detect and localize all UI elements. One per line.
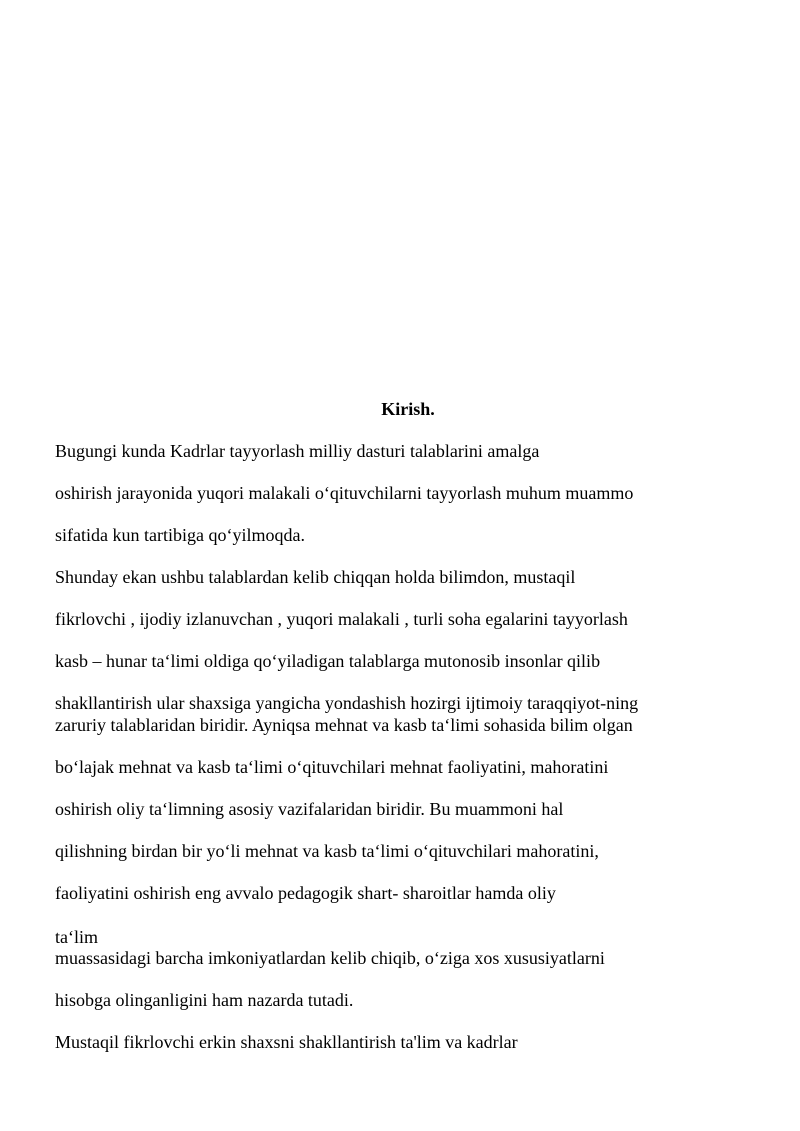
paragraph-line: shakllantirish ular shaxsiga yangicha yondashish hozirgi ijtimoiy taraqqiyot-ning (55, 693, 639, 713)
paragraph-line: muassasidagi barcha imkoniyatlardan kelib chiqib, o‘ziga xos xususiyatlarni (55, 948, 605, 968)
paragraph-line: qilishning birdan bir yo‘li mehnat va kasb ta‘limi o‘qituvchilari mahoratini, (55, 841, 599, 861)
paragraph-line: oshirish jarayonida yuqori malakali o‘qituvchilarni tayyorlash muhum muammo (55, 483, 634, 503)
paragraph-line: Mustaqil fikrlovchi erkin shaxsni shakllantirish ta'lim va kadrlar (55, 1032, 518, 1052)
paragraph-line: hisobga olinganligini ham nazarda tutadi. (55, 990, 354, 1010)
paragraph-line: oshirish oliy ta‘limning asosiy vazifalaridan biridir. Bu muammoni hal (55, 799, 564, 819)
paragraph-line: ta‘lim (55, 927, 98, 947)
paragraph-line: zaruriy talablaridan biridir. Ayniqsa mehnat va kasb ta‘limi sohasida bilim olgan (55, 715, 633, 735)
paragraph-line: fikrlovchi , ijodiy izlanuvchan , yuqori malakali , turli soha egalarini tayyorlash (55, 609, 628, 629)
paragraph-line: Bugungi kunda Kadrlar tayyorlash milliy dasturi talablarini amalga (55, 441, 540, 461)
document-title: Kirish. (381, 399, 435, 419)
paragraph-line: sifatida kun tartibiga qo‘yilmoqda. (55, 525, 305, 545)
paragraph-line: kasb – hunar ta‘limi oldiga qo‘yiladigan talablarga mutonosib insonlar qilib (55, 651, 601, 671)
paragraph-line: Shunday ekan ushbu talablardan kelib chiqqan holda bilimdon, mustaqil (55, 567, 576, 587)
paragraph-line: faoliyatini oshirish eng avvalo pedagogik shart- sharoitlar hamda oliy (55, 883, 556, 903)
paragraph-line: bo‘lajak mehnat va kasb ta‘limi o‘qituvchilari mehnat faoliyatini, mahoratini (55, 757, 609, 777)
